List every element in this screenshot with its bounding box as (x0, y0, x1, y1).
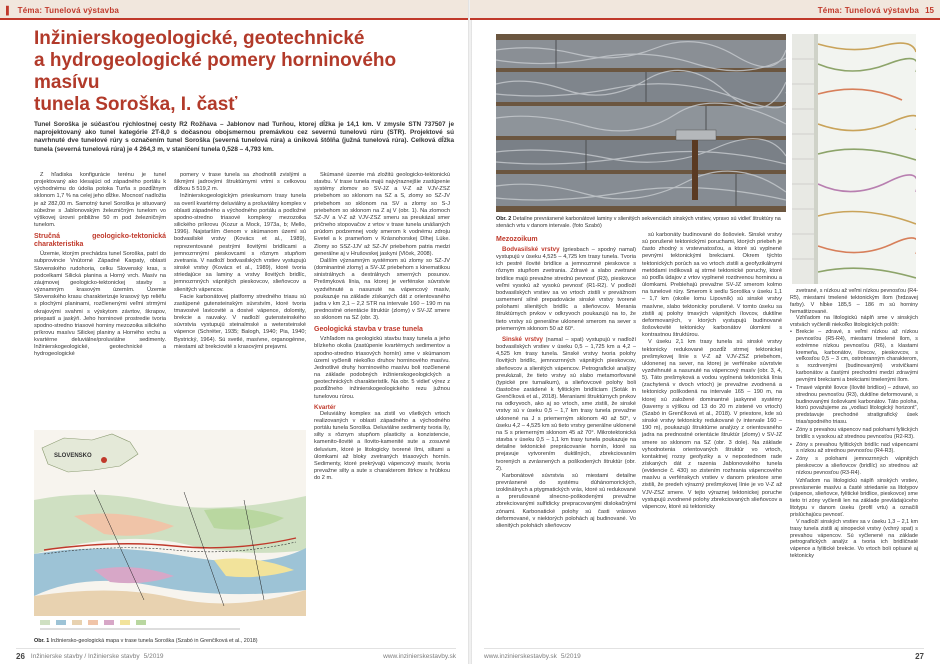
left-magazine-name: Inžinierske stavby / Inžinierske stavby (30, 653, 140, 660)
article-lead: Tunel Soroška je súčasťou rýchlostnej cesty R2 Rožňava – Jablonov nad Turňou, ktorej dĺžka je 14,1 km. V zmysle STN 737507 je naprojektovaný ako tunel kategórie 2T-8,0 s dočasnou obojsmernou premávkou cez severnú tunelovú rúru (STR). Projektové sú navrhnuté dve tunelové rúry s označením tunel Soroška (severná tunelová rúra) a úniková štôlňa (južná tunelová rúra). Celková dĺžka tunela (severná tunelová rúra) je 4 264,3 m, v staničení tunela 0,528 – 4,793 km. (34, 121, 454, 153)
geologic-map-graphic (34, 430, 306, 636)
right-column-3 (790, 288, 918, 560)
left-header-marker: ▌ (6, 5, 12, 15)
list-item: • Zóny s polohami jemnozrnných vápnitých pieskovcov a slieňovcov (bridlíc) so strednou až nízkou pevnosťou (R3-R4). (790, 456, 918, 477)
map-country-label: SLOVENSKO (54, 453, 92, 459)
right-section-label: Téma: Tunelová výstavba (817, 5, 920, 15)
title-line-3: tunela Soroška, I. časť (34, 94, 238, 115)
figure-2-borehole-log (792, 34, 916, 284)
left-url[interactable]: www.inzinierskestavby.sk (383, 653, 456, 660)
paragraph: Skúmané územie má zložitú geologicko-tektonickú stavbu. V trase tunela majú najvýraznejšie zastúpenie systémy zlomov so SV-JZ a V-Z až VJV-ZSZ priebehom so sklonom na SZ a S, zlomy so SZ-JV priebehom so sklonom na SV a zlomy so S-J priebehom so sklonom na Z aj V (obr. 1). Na zlomoch SZ-JV a V-Z až VJV-ZSZ smeru sa preukázal smer pričneho stopovačov z vrtov v trase tunela unášaných prúdom podzemnej vody smerom k vodnému zdroju Evetel a k prameňom v Krásnohorskej Dlhej Lúke. Zlomy so SSZ-JJV až SZ-JV priebehom patria medzi generálne aj v Hrušovskej jaskyni (Vlček, 2008). (314, 172, 450, 257)
right-issue: 5/2019 (560, 653, 581, 660)
list-item: • Brekcie – zdravé, s veľmi nízkou až nízkou pevnosťou (R5-R4), miestami tmelené ílom, s extrémne nízkou pevnosťou (R6), s klastami kremeňa, karbonátov, ílovcov, pieskovcov, s veľkosťou 0,5 – 3 cm, ostrohranným charakterom, s rozdrvenými (budinovanými) vrstvičkami karbonátov a častými prechodmi medzi zdravými pevnými brekciami a brekciami tmelenými ílom. (790, 329, 918, 384)
left-section-label: Téma: Tunelová výstavba (17, 5, 120, 15)
paragraph: Územie, ktorým prechádza tunel Soroška, patrí do subprovincie Vnútorné Západné Karpaty, oblasti Slovenského rudohoria, celku Slovenský kras, s podcelkami Silická planina a Horný vrch. Masív na záujmovej geologicko-tektonickej stavby s významným krasovým územím. Územie Slovenského krasu charakterizuje krasový typ reliéfu s plochými planinami, rozčlenenými veľmi strmými okrajovými svahmi s výskytom závrtov, škrapov, priepastí a jaskýň. Jeho horninové prostredie tvoria spodno-stredno triasové horniny mezozoika silického príkrovu masívu Silickej planiny a Horného vrchu a kvartérne deluviálne/proluviálne sedimenty. Inžinierskogeologické, geotechnické a hydrogeologické (34, 251, 166, 358)
list-item: • Zóny s prevahou fylitických bridlíc nad vápencami s nízkou až strednou pevnosťou (R4-R3). (790, 442, 918, 456)
figure-1-caption (34, 638, 334, 645)
core-box-rows (496, 40, 786, 206)
right-footer (484, 648, 924, 664)
left-column-2 (174, 172, 306, 351)
caption-text: Inžiniersko-geologická mapa v trase tunela Soroška (Szabó in Grenčíková et al., 2018) (50, 638, 258, 644)
paragraph: sú karbonáty budinované do šošoviek. Sinské vrstvy sú porušené tektonickými poruchami, ktorých priebeh je často zhodný s vrstevnatosťou, a ktoré sú vyplnené pevnými tektonickými brekciami. Okrem týchto tektonických porúch sa vo vrtoch zistili a geofyzikálnymi metódami indikovali aj strmé tektonické poruchy, ktoré sú podľa údajov z vrtov vyplnené rozdrvenou horninou a úlomkami. Prebiehajú prevažne SV-JZ smerom kolmo na tunelové rúry. Smerom k sedlu Soroška v úseku 1,1 – 1,7 km (okolie lomu Lipovník) sú sinské vrstvy masívne, slabo tektonicky porušené. V tomto úseku sa zistili aj polohy tmavých vápnitých ílovcov, duktilne deformovaných, v ktorých vystupujú budinované šošovkovité tektonicky karbonátov úlomkmi s kontrastnou štruktúrou. (642, 232, 782, 339)
paragraph: Dalším významným systémom sú zlomy so SZ-JV (dominantné zlomy) a SV-JZ priebehom s kinematikou sinistrálnych a dextrálnych smerných posunov. Prešmyková línia, na ktorej je verfénske súvrstvie vyzdvihnuté a nasunuté na vápencový masív, poukazuje na základe získaných dát z orientovaného jadra v km 2,1 – 2,2 STR na intervale 160 – 190 m na prednostné orientácie štruktúr (zlomy) v SV-JZ smere so sklonom na SZ (obr. 3). (314, 257, 450, 322)
right-header-rule (470, 18, 940, 20)
section-heading: Geologická stavba v trase tunela (314, 326, 423, 334)
left-issue: 5/2019 (143, 653, 164, 660)
paragraph-text: (namal – spat) vystupujú v nadloží bodvasilských vrstiev v úseku 0,5 – 1,725 km a 4,2 – 4,525 km trasy tunela. Sinské vrstvy tvoria polohy ílovitých bridlíc, jemnozrnných vápnitých pieskovcov, slieňovcov a slienitých vápencov. Petrografické analýzy preukázali, že tieto vrstvy sú slabo metamorfované (typické pre turnaikum), a slieňovcové polohy boli čiastočne zarádené k fylitickým bridliciam (Soták in Grenčíková et al., 2018). Meraniami štruktúrnych prvkov na odkryvoch, ako aj so vrtoch, sme zistili, že sinské vrstvy sú v úseku 0,5 – 1,7 km trasy tunela prevažne uklonené na J s priemerným sklonom 40 až 50°, v úseku 4,2 – 4,525 km sú tieto vrstvy generálne uklonené na S s priemerným sklonom 45 až 70°. Mikrotektonická stavba v úseku 0,5 – 1,1 km trasy tunela poukazuje na detailne tektonické preprácovanie hornín, ktoré sa prejavuje vytvorením duktilných, zbrekciovaním tvorených a zvrásnených a poškodených štruktúr (obr. 2). (496, 336, 636, 472)
right-column-2 (642, 232, 782, 511)
paragraph: zvetrané, s nízkou až veľmi nízkou pevnosťou (R4-R5), miestami tmelené tektonickým ílom (hrdzavej farby). V hĺbke 185,5 – 186 m sú horniny hematitizované. (790, 288, 918, 315)
caption-label: Obr. 1 (34, 638, 50, 644)
section-heading: Mezozoikum (496, 236, 538, 243)
drill-core-photo (496, 34, 786, 212)
inline-label: Bodvasilské vrstvy (502, 246, 560, 253)
title-line-2: a hydrogeologické pomery horninového masívu (34, 50, 397, 93)
left-column-1 (34, 172, 166, 359)
article-title (34, 28, 454, 116)
caption-text: Detailne prevrásnené karbonátové laminy v slienitých sekvenciách sinských vrstiev, vpravo sú vidieť štruktúry na stenách vrtu v danom intervale. (foto Szabó) (496, 216, 781, 229)
figure-2-core-photo (496, 34, 786, 212)
paragraph: Karbonátové súvrstvia sú miestami detailne prevrásnené do systému dúhánomorických, izoklinálnych a ptygmatických vrás, ktoré sú redukované a prerušované slnecno-poškodenými prevažne zbrekciovanými sulfidicky prepracovanými dislokačnými zónami. Karbonatické polohy sú časti vrásovo deformované, v niektorých polohách aj budinované. Vo slienitých polohách slieňovcov (496, 472, 636, 529)
inline-label: Sinské vrstvy (502, 335, 543, 343)
lithology-list (790, 329, 918, 477)
paragraph (496, 246, 636, 333)
paragraph-text: (griesbach – spodný namal) vystupujú v úseku 4,525 – 4,725 km trasy tunela. Tvoria ich pestré ílovité bridlice a jemnozrnné pieskovce s rôznym stupňom zvetrania. Zdravé a slabo zvetrané bridlice majú prevažne strednú pevnosť (R3), pieskovce veľmi vysokú až vysokú pevnosť (R1-R2). V podloží bodvasilských vrstiev sa vo vrtoch zistili v prevážnom usmernení silné prepadovácie sinské vrstvy tvorené polohami slienitých bridlíc a slieňovcov. Merania štruktúrnych prvkov v odkryvoch poukazujú na to, že tieto vrstvy sú generálne uklonené smerom na sever s priemerným sklonom 50 až 60°. (496, 247, 636, 332)
paragraph: V úseku 2,1 km trasy tunela sú sinské vrstvy tektonicky redukované pozdĺž strmej tektonickej prešmykovej línie s V-Z až VJV-ZSZ priebehom, uklonenej na sever, na ktorej je verfénske súvrstvie vyzdvihnuté a nasunuté na vápencový masív (obr. 3, 4, 5). Táto prešmyková a vodou vyplnená tektonická línia (zachytená v dvoch vrtoch) je prevažne zvodnená a tektonicky poškodená na intervale 165 – 190 m, na ktorej sú založené dominantné jaskynné systémy (kaverny s výškou od 13 do 20 m zistené vo vrtoch) (Szabó in Grenčíková et al., 2018). V priestore, kde sú sinské vrstvy tektonicky redukované (v intervale 160 – 190 m), poukazujú štruktúrne analýzy z orientovaného jadra na prednostné orientácie štruktúr (zlomy) v SV-JZ smere so sklonom na SZ (obr. 3 dole). Na základe vyhodnotenia orientovaných štruktúr vo vrtoch, kontaktnej rozsy geofyziky a v nepostednom rade získaných dát z razenia Jablonovského tunela (evidencie č. 430) so zistením rozhrania vápencového masívu a verfénskych vrstiev v danom priestore sme zistili, že predeh výrazný prešmykovej línie je vo V-Z až VJV-ZSZ smere. V tejto výraznej tektonickej poruche vystupujú zvodnené polohy zbrekciovaných slieňovcov a vápencov, ktoré sú tektonicky (642, 339, 782, 510)
paragraph: Vzhľadom na litologickú náplň sme v sinských vrstvách vyčlenili niekoľko litologických polôh: (790, 315, 918, 329)
paragraph: Vzhľadom na geologickú stavbu trasy tunela a jeho blízkeho okolia (zastúpenie kvartérnych sedimentov a spodno-stredno triasových hornín) sme v skúmanom území vyčlenili niekoľko druhov horninového masívu. Jednotlivé druhy horninového masívu boli rozčlenené na základe podobných inžinierskogeologických a geotechnických charakteristík. Na obr. 5 vidieť výrez z pozdĺžneho inžinierskogeologického rezu južnou tunelovou rúrou. (314, 336, 450, 400)
left-header-rule (0, 18, 470, 20)
figure-1-map (34, 430, 306, 636)
caption-label: Obr. 2 (496, 216, 512, 222)
paragraph: Inžinierskogeologickým prieskumom trasy tunela sa overil kvartérny deluviálny a proluviálny komplex v oblasti západného a východného portálu a podložné spodno-stredno triasové komplexy mezozoika silického príkrovu (Kozur a Mock, 1973a, b; Mello, 1996). Najstarším členom v skúmanom území sú bodvasilské vrstvy (Kovács et al., 1989), reprezentované pestrými ílovitými bridlicami a jemnozrnnými pieskovcami s rôznym stupňom zvetrania. V nadloží bodvasilských vrstiev vystupujú sinské vrstvy (Kovács et al., 1989), ktoré tvoria striedajúce sa laminy a vrstvy ílovitých bridlíc, jemnozrnných vápnitých pieskovcov, slieňovcov a slienitých vápencov. (174, 193, 306, 293)
paragraph: Vzhľadom na litologickú náplň sinských vrstiev, prevrásnenie masívu a časté striedanie sa litotypov (vápence, slieňovce, fylitické bridlice, pieskovce) sme tieto tri zóny vyčlenili len na základe prevládajúceho litotypu v danom úseku (profil vrtu) a označili prislúchajúcu pevnosť. (790, 477, 918, 518)
left-header-band (0, 0, 470, 20)
paragraph (496, 336, 636, 473)
right-page (470, 0, 940, 664)
right-header-page: 15 (925, 5, 934, 15)
borehole-log-graphic (792, 34, 916, 284)
paragraph: Z hľadiska konfigurácie terénu je tunel projektovaný ako klesajúci od západného portálu k východnému do údolia potoka Turňa s pozdĺžnym sklonom 1,7 % na celej jeho dĺžke. Mocnosť nadložia je až 282,00 m. Samotný tunel Soroška je situovaný súbežne s Jablonovským železničným tunelom vo výškovej úrovni približne 50 m pod železničným tunelom. (34, 172, 166, 229)
paragraph: Deluviálny komplex sa zistil vo všetkých vrtoch realizovaných v oblasti západného a východného portálu tunela Soroška. Deluviálne sedimenty tvoria íly, silty s rôznym stupňom plasticity a konzistencie, kamenito-ílovité a ílovito-kamenité sute a zosuvné deluvium, ktoré je litologicky tvorené ílmi, siltami a úlomkami až bloky zvetraných triasových hornín. Sedimenty, ktoré prekrývajú vápencový masív, tvoria prevažne silty a sute s charakterom štrkov s hrúbkou do 2 m. (314, 410, 450, 482)
right-page-number: 27 (915, 652, 924, 661)
list-item: • Zóny s prevahou vápencov nad polohami fyliických bridlíc s vysokou až strednou pevnosťou (R2-R3). (790, 427, 918, 441)
left-footer (16, 648, 456, 664)
title-line-1: Inžinierskogeologické, geotechnické (34, 28, 365, 49)
right-url[interactable]: www.inzinierskestavby.sk (484, 653, 557, 660)
left-column-3 (314, 172, 450, 482)
paragraph: pomery v trase tunela sa zhodnotili zvislými a šikmými jadrovými štruktúrnymi vrtmi s celkovou dĺžkou 5 519,2 m. (174, 172, 306, 193)
list-item: • Tmavé vápnité ílovce (ílovité bridlice) – zdravé, so strednou pevnosťou (R3), duktilne deformované, s budinovanými šošovkami karbonátov. Táto polohа, ktorú považujeme za „vodiaci litologický horizont", predstavuje prechodné stratigrafický úsek trias/spodného triasu. (790, 385, 918, 426)
left-page-number: 26 (16, 652, 25, 661)
section-heading: Stručná geologicko-tektonická charakteristika (34, 233, 166, 249)
subsection-label: Kvartér (314, 403, 336, 411)
figure-2-caption (496, 216, 786, 230)
right-header-band (470, 0, 940, 20)
right-column-1 (496, 232, 636, 530)
paragraph: Facie karbonátovej platformy stredného triasu sú zastúpené gutensteinským súvrstvím, ktoré tvoria tmavosivé lavicovité a dosivé vápence, dolomity, brekcie a rauvaky. V nadloží gutensteinského súvrstvia vystupujú steinalmské a wetersteinské vápence (Schréter, 1935; Balogh, 1940; Pia, 1940; Bystrický, 1964). Sú svetlé, masívne, organogénne, miestami až brekciovité s krasovými prejavmi. (174, 293, 306, 350)
paragraph: V nadloží sinských vrstiev sa v úseku 1,3 – 2,1 km trasy tunela zistili aj sinopecké vrstvy (vchný spat) s prevahou vápencov. Sú vyčlenené na základe petrografických analýz a tvoria ich bridličnaté vápence a fylitické brekcie. Vo vrtoch boli opísané aj tektonicky (790, 518, 918, 560)
